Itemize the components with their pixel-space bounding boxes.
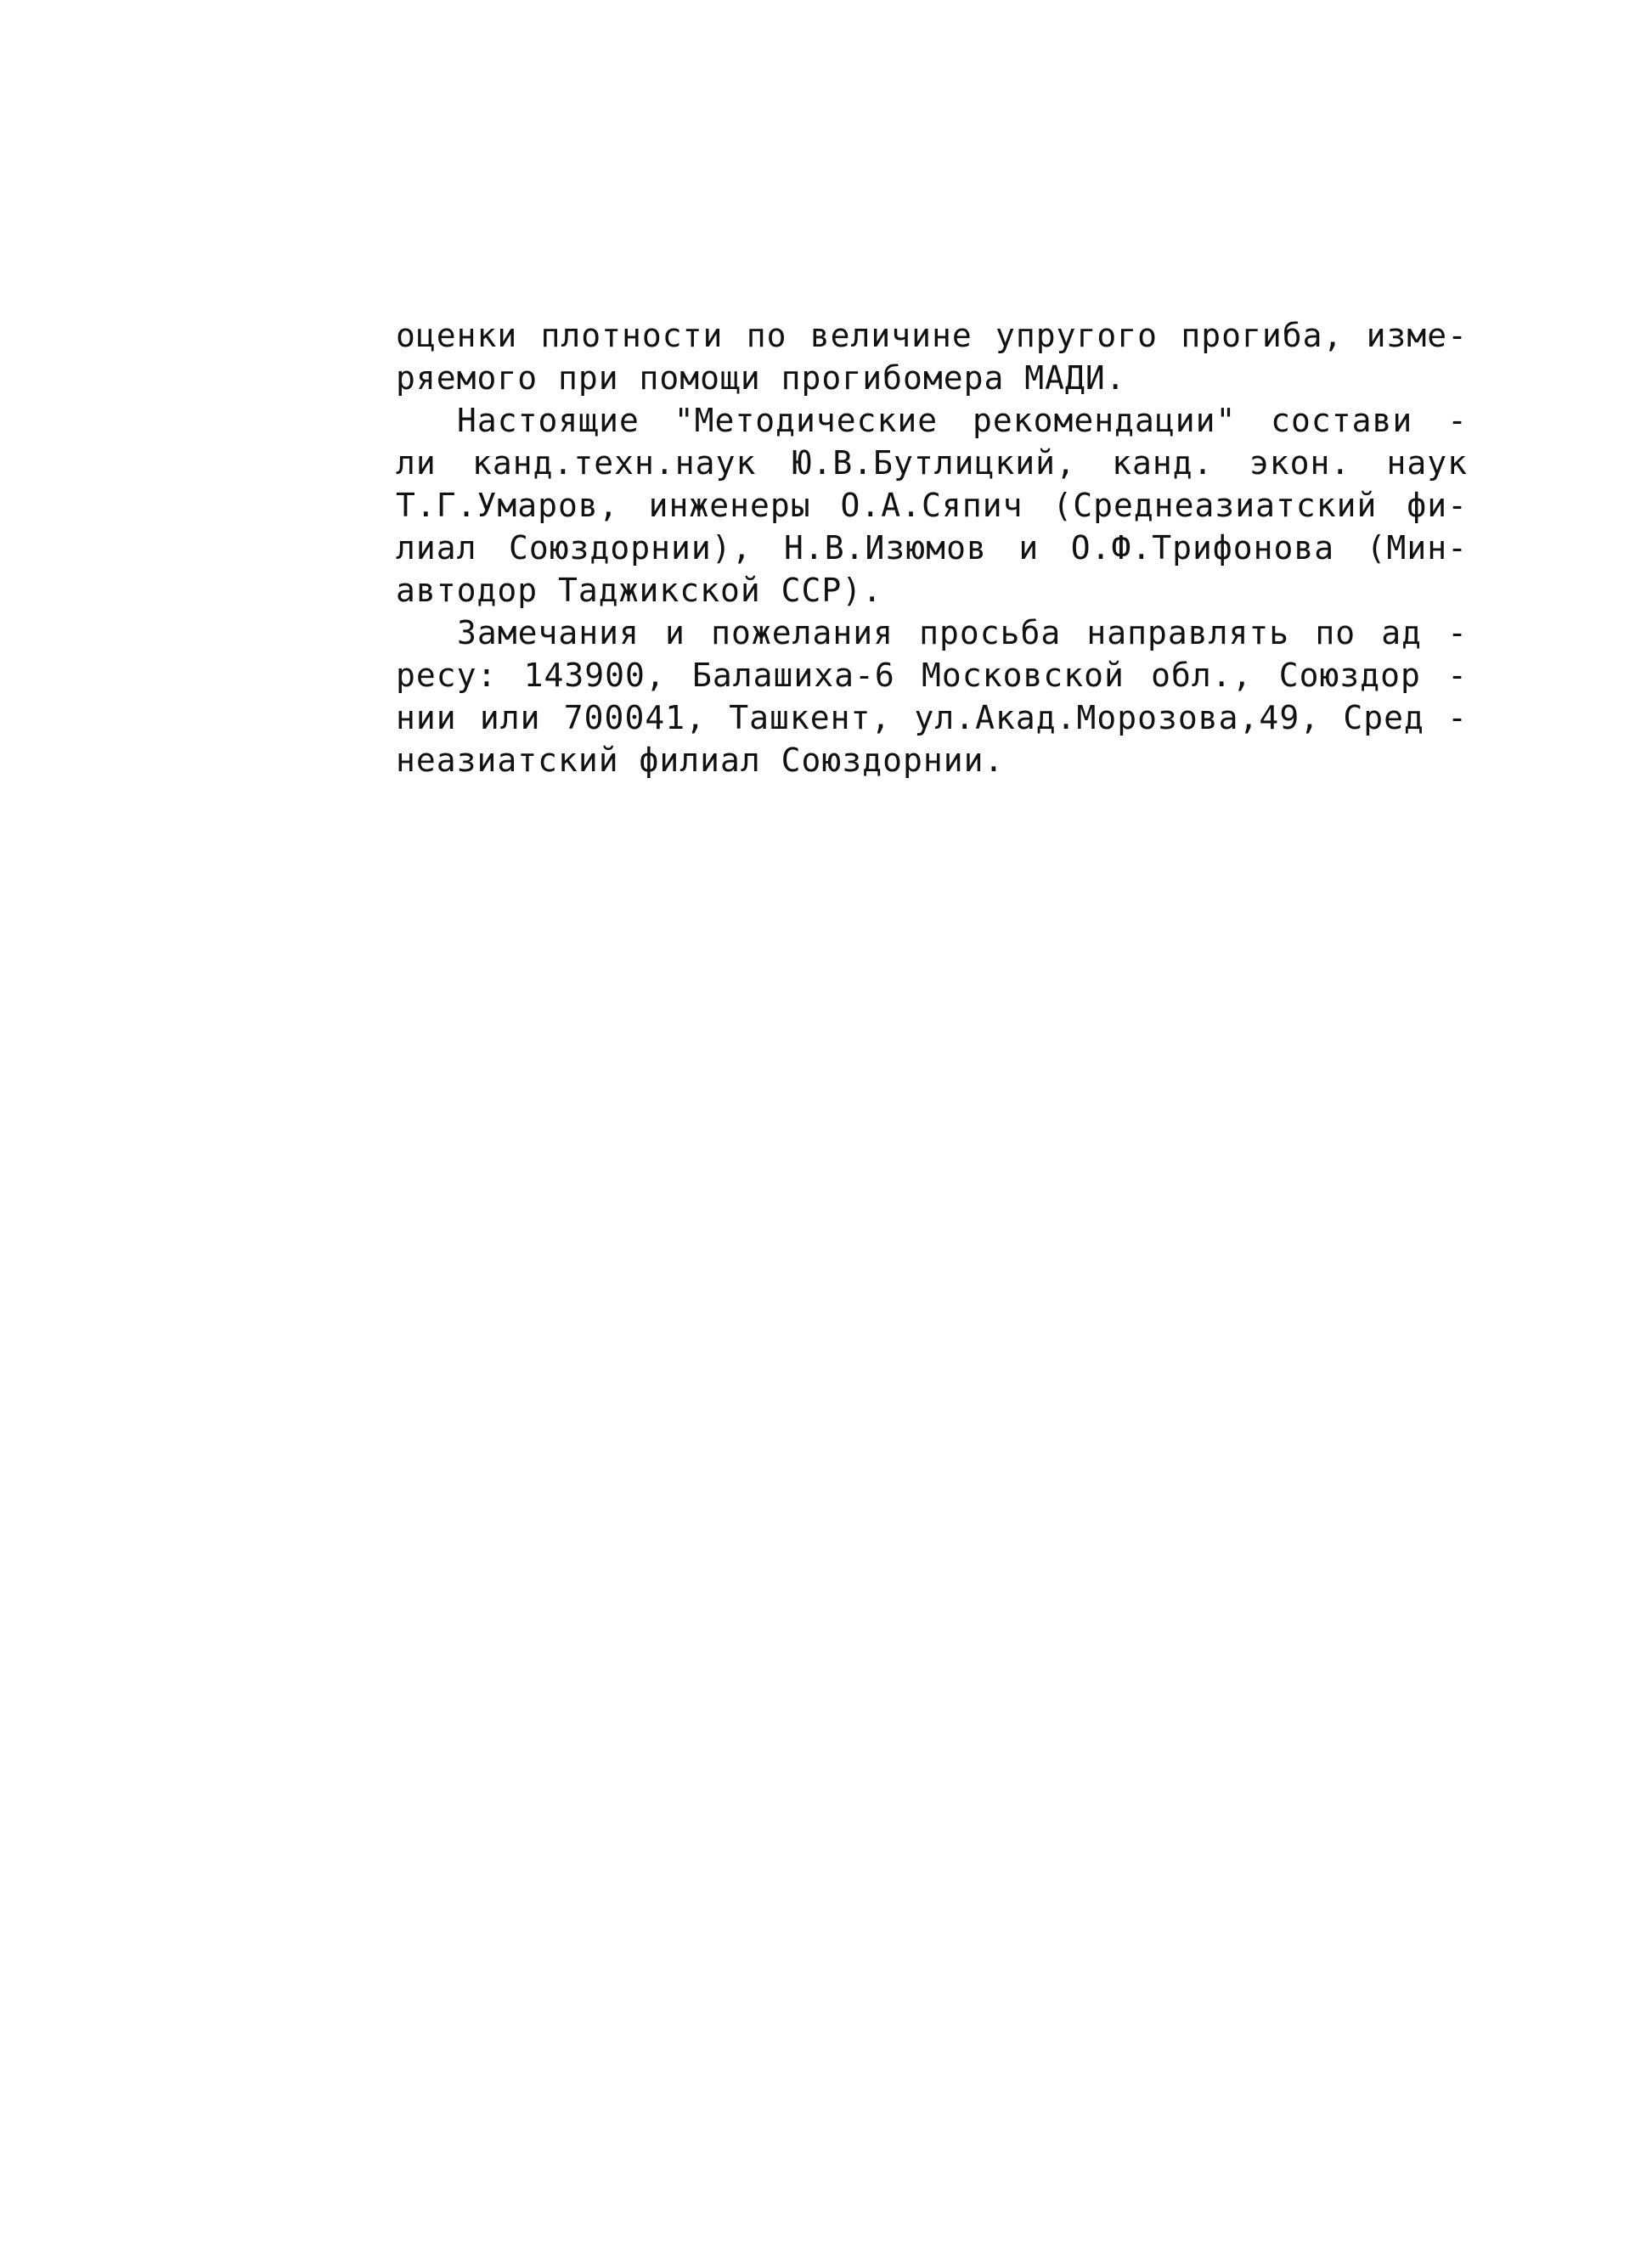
text-line: Т.Г.Умаров, инженеры О.А.Сяпич (Среднеазиатский фи- bbox=[396, 487, 1468, 524]
text-line: автодор Таджикской ССР). bbox=[396, 572, 883, 609]
text-line: ресу: 143900, Балашиха-6 Московской обл., Союздор - bbox=[396, 657, 1468, 694]
text-line: ли канд.техн.наук Ю.В.Бутлицкий, канд. экон. наук bbox=[396, 444, 1468, 482]
body-text bbox=[396, 314, 1468, 781]
text-line: оценки плотности по величине упругого прогиба, изме- bbox=[396, 317, 1468, 354]
text-line: ряемого при помощи прогибомера МАДИ. bbox=[396, 359, 1126, 397]
text-line: нии или 700041, Ташкент, ул.Акад.Морозова,49, Сред - bbox=[396, 699, 1468, 736]
text-line: неазиатский филиал Союздорнии. bbox=[396, 741, 1005, 779]
text-line: лиал Союздорнии), Н.В.Изюмов и О.Ф.Трифонова (Мин- bbox=[396, 529, 1468, 567]
text-line: Настоящие "Методические рекомендации" состави - bbox=[457, 402, 1468, 439]
text-line: Замечания и пожелания просьба направлять по ад - bbox=[457, 614, 1468, 651]
